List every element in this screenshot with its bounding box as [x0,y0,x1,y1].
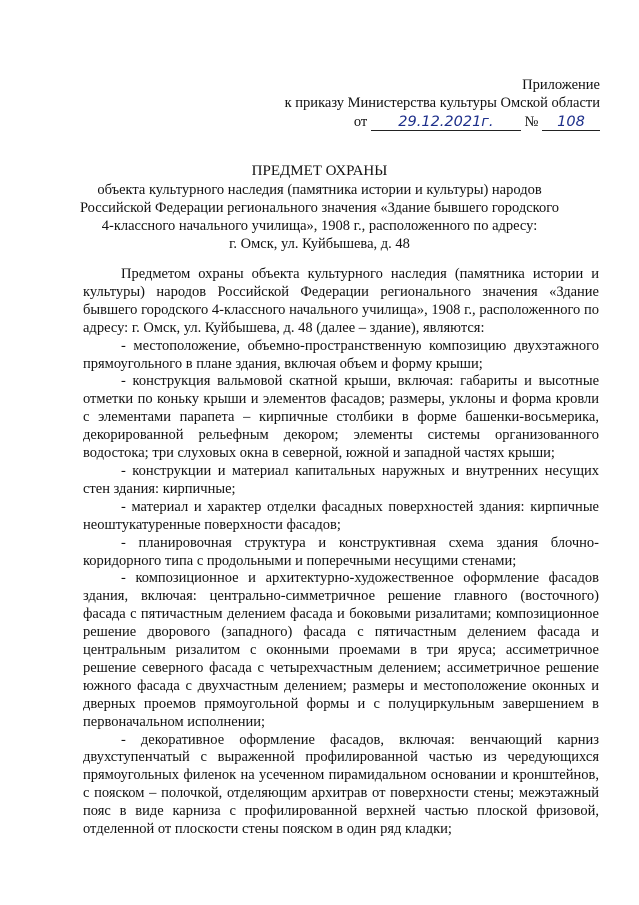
protection-item-layout: - планировочная структура и конструктивная схема здания блочно-коридорного типа с продольными и поперечными несущими стенами; [83,534,599,569]
protection-item-location: - местоположение, объемно-пространственную композицию двухэтажного прямоугольного в плане здания, включая объем и форму крыши; [83,337,599,372]
title-line-1: объекта культурного наследия (памятника истории и культуры) народов [97,182,542,198]
protection-item-roof: - конструкция вальмовой скатной крыши, включая: габариты и высотные отметки по коньку крыши и элементов фасадов; размеры, уклоны и форма кровли с элементами парапета – кирпичные столбики в форме башенки-восьмерика, декорированной рельефным декором; элементы системы организованного водостока; три слуховых окна в северной, южной и западной частях крыши; [83,373,599,462]
protection-item-facade-finish: - материал и характер отделки фасадных поверхностей здания: кирпичные неоштукатуренные поверхности фасадов; [83,498,599,533]
date-prefix: от [353,114,368,130]
appendix-order-reference: к приказу Министерства культуры Омской области [284,95,600,111]
handwritten-number: 108 [542,115,600,131]
intro-paragraph: Предметом охраны объекта культурного наследия (памятника истории и культуры) народов Российской Федерации регионального значения «Здание бывшего городского 4-классного начального училища», 1908 г., расположенного по адресу: г. Омск, ул. Куйбышева, д. 48 (далее – здание), являются: [83,266,599,336]
title-line-3: 4-классного начального училища», 1908 г., расположенного по адресу: [101,218,538,234]
protection-item-decoration: - декоративное оформление фасадов, включая: венчающий карниз двухступенчатый с выраженной профилированной частью из чередующихся прямоугольных филенок на усеченном пирамидальном основании и кронштейнов, с пояском – полочкой, отделяющим архитрав от поверхности стены; межэтажный пояс в виде карниза с профилированной верхней частью плоской фризовой, отделенной от плоскости стены пояском в один ряд кладки; [83,731,599,838]
title-line-2: Российской Федерации регионального значения «Здание бывшего городского [79,200,560,216]
title-heading: ПРЕДМЕТ ОХРАНЫ [251,163,388,179]
document-title [40,162,599,253]
order-date-number-row [180,113,600,131]
appendix-header [180,76,600,131]
handwritten-date: 29.12.2021г. [371,115,521,131]
protection-item-facade-composition: - композиционное и архитектурно-художественное оформление фасадов здания, включая: центрально-симметричное решение главного (восточного) фасада с пятичастным делением фасада и боковыми ризалитами; композиционное решение дворового (западного) фасада с пятичастным делением фасада и центральным ризалитом с оконными проемами в три яруса; ассиметричное решение северного фасада с четырехчастным делением; ассиметричное решение южного фасада с двухчастным делением; размеры и местоположение оконных и дверных проемов прямоугольной формы и с полуциркульным завершением в первоначальном исполнении; [83,570,599,730]
title-line-4: г. Омск, ул. Куйбышева, д. 48 [229,236,410,252]
number-prefix: № [524,114,539,130]
appendix-label: Приложение [522,77,600,93]
protection-item-walls: - конструкции и материал капитальных наружных и внутренних несущих стен здания: кирпичные; [83,462,599,497]
document-body [83,266,599,839]
